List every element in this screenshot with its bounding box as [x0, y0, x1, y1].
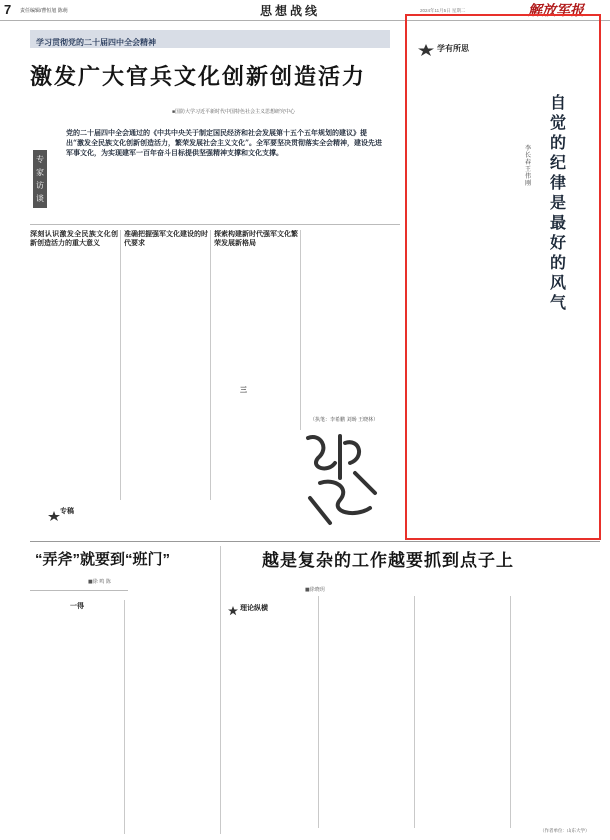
- edge-column: [605, 20, 610, 540]
- column-label: 一得: [70, 603, 84, 610]
- lower-left-column-1: [30, 616, 122, 834]
- lower-right-headline: 越是复杂的工作越要抓到点子上: [262, 551, 514, 570]
- lower-right-column-1: [226, 618, 316, 828]
- newspaper-logo: 解放军报: [528, 3, 584, 19]
- divider: [30, 590, 128, 591]
- calligraphy-seal: [300, 428, 385, 528]
- lower-left-column-2: [128, 600, 218, 834]
- column-rule: [510, 596, 511, 828]
- side-article-title: 自 觉 的 纪 律 是 最 好 的 风 气: [549, 95, 566, 312]
- column-rule: [120, 230, 121, 500]
- article-column-1: [30, 230, 118, 500]
- page-number: 7: [4, 2, 12, 17]
- lower-right-column-2: [322, 596, 412, 828]
- column-kicker: 学有所思: [437, 44, 469, 53]
- star-icon: [48, 506, 60, 525]
- lower-right-column-3: [418, 596, 508, 828]
- lower-left-headline: “弄斧”就要到“班门”: [35, 551, 171, 568]
- side-text-block-2: [410, 256, 502, 536]
- footer-credit: （作者单位：山东大学）: [540, 828, 590, 833]
- column-rule: [210, 230, 211, 500]
- special-label: 专稿: [60, 508, 74, 515]
- side-article-author: 李 长 春 王 伟 刚: [524, 145, 531, 187]
- column-rule: [220, 546, 221, 834]
- closing-author: （执笔：李希鹏 刘旸 王晓林）: [310, 417, 379, 423]
- issue-date: 2024年11月5日 星期二: [420, 8, 466, 13]
- column-label: 理论纵横: [240, 605, 268, 612]
- edit-info: 责任编辑/曹恒旭 陈萌: [20, 8, 68, 14]
- lower-left-author: ■徐 鸣 陈: [88, 579, 111, 585]
- article-column-3: [214, 230, 298, 500]
- column-rule: [414, 596, 415, 828]
- column-rule: [318, 596, 319, 828]
- section-heading: 深刻认识激发全民族文化创新创造活力的重大意义: [30, 230, 118, 248]
- main-byline: ■国防大学习近平新时代中国特色社会主义思想研究中心: [172, 109, 296, 115]
- section-title: 思想战线: [260, 4, 321, 18]
- expert-interview-tag: 专 家 访 谈: [33, 150, 47, 208]
- topic-banner: [30, 30, 390, 48]
- column-rule: [300, 230, 301, 430]
- side-text-block-1: [410, 58, 518, 248]
- main-headline: 激发广大官兵文化创新创造活力: [30, 64, 367, 89]
- article-column-4: [304, 230, 400, 430]
- column-rule: [124, 600, 125, 834]
- editor-note: 党的二十届四中全会通过的《中共中央关于制定国民经济和社会发展第十五个五年规划的建议》提出“激发全民族文化创新创造活力，繁荣发展社会主义文化”。全军要坚决贯彻落实全会精神，建设先进军事文化，为实现建军一百年奋斗目标提供坚强精神支撑和文化支撑。: [66, 128, 383, 157]
- divider: [30, 541, 600, 542]
- divider: [30, 224, 400, 225]
- section-mark: 三: [240, 385, 247, 394]
- section-heading: 准确把握强军文化建设的时代要求: [124, 230, 208, 248]
- section-heading: 探索构建新时代强军文化繁荣发展新格局: [214, 230, 298, 248]
- lower-right-author: ■徐晓玥: [305, 587, 325, 593]
- banner-text: 学习贯彻党的二十届四中全会精神: [36, 38, 156, 47]
- lower-right-column-4: [514, 596, 600, 824]
- article-column-2: [124, 230, 208, 500]
- side-text-block-3: [506, 256, 598, 536]
